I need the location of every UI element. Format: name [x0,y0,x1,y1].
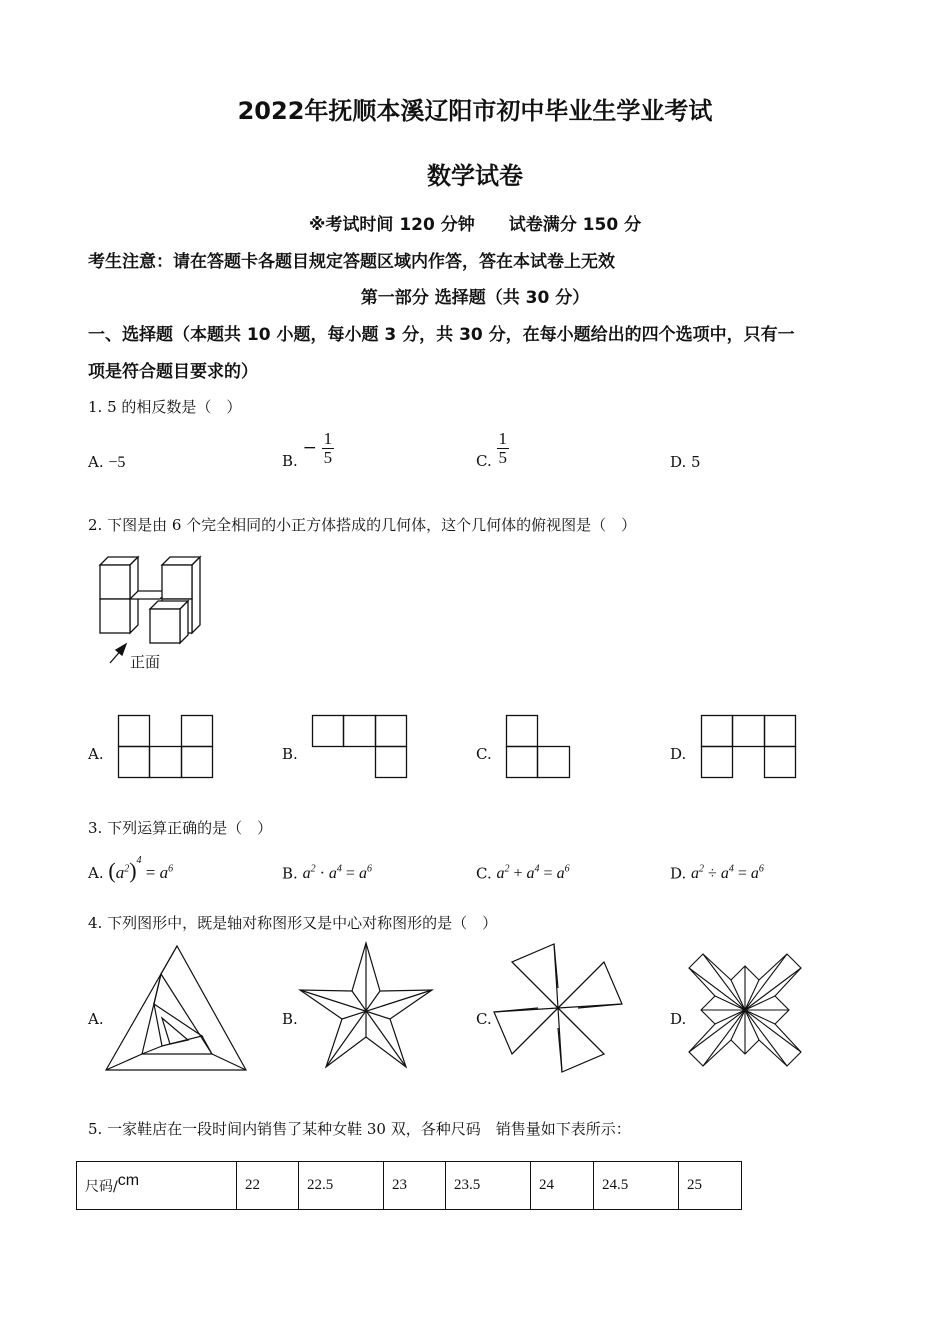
option-value: −5 [108,454,126,471]
exam-info: ※考试时间 120 分钟 试卷满分 150 分 [308,215,642,235]
table-cell: 22 [237,1162,299,1210]
header-label: 尺码/ [85,1178,118,1195]
denominator: 5 [323,447,333,467]
q3-option-a [88,855,173,884]
option-label: A. [88,864,104,882]
option-label: C. [476,864,492,883]
table-cell: 24 [531,1162,594,1210]
option-label: A. [88,453,104,471]
q3-stem: 3. 下列运算正确的是（ ） [88,819,273,837]
shoe-size-table [76,1161,742,1210]
section-instructions-line2: 项是符合题目要求的） [88,362,258,382]
part-heading: 第一部分 选择题（共 30 分） [360,288,590,308]
denominator: 5 [498,447,507,467]
header-unit: cm [117,1171,140,1189]
q4-option-a-label: A. [88,1010,104,1028]
q2-option-d-label: D. [670,745,687,763]
q1-stem: 1. 5 的相反数是（ ） [88,398,242,416]
option-label: B. [282,864,298,883]
table-cell: 23.5 [446,1162,531,1210]
q4-option-b-diagram [298,941,434,1071]
q4-option-c-label: C. [476,1010,492,1028]
option-label: D. [670,453,687,471]
q2-option-a-label: A. [88,745,104,763]
q2-stem: 2. 下图是由 6 个完全相同的小正方体搭成的几何体，这个几何体的俯视图是（ ） [88,516,637,534]
q4-option-c-diagram [490,940,626,1076]
q1-option-b [282,426,334,470]
page-subtitle: 数学试卷 [427,162,523,190]
q2-option-c-label: C. [476,745,492,763]
table-cell: 22.5 [299,1162,384,1210]
q4-option-d-diagram [684,949,806,1071]
math-expression: $a^2 \cdot a^4 = a^6$ [302,864,372,883]
math-expression: $(a^2)^4 = a^6$ [108,855,174,883]
table-row [77,1162,742,1210]
math-expression: $a^2 + a^4 = a^6$ [496,864,570,883]
front-view-label: 正面 [130,653,161,671]
q2-option-d-diagram [701,715,797,779]
math-expression: $a^2 \div a^4 = a^6$ [691,864,764,883]
q3-option-c [476,864,570,883]
q1-option-d [670,453,701,471]
option-label: C. [476,452,492,470]
fraction [322,430,335,467]
table-header-cell [77,1162,237,1210]
q4-option-a-diagram [104,944,250,1074]
q1-option-c [476,426,509,470]
table-cell: 24.5 [594,1162,679,1210]
fraction [497,430,510,467]
table-cell: 23 [384,1162,446,1210]
q3-option-d [670,864,764,883]
table-cell: 25 [679,1162,742,1210]
numerator: 1 [323,428,333,448]
section-instructions-line1: 一、选择题（本题共 10 小题，每小题 3 分，共 30 分，在每小题给出的四个选项中，只有一 [88,325,795,345]
q4-stem: 4. 下列图形中，既是轴对称图形又是中心对称图形的是（ ） [88,914,498,932]
option-label: B. [282,452,298,470]
q5-stem: 5. 一家鞋店在一段时间内销售了某种女鞋 30 双，各种尺码 销售量如下表所示： [88,1120,631,1138]
q4-option-d-label: D. [670,1010,687,1028]
q1-option-a [88,453,125,472]
numerator: 1 [498,428,507,448]
q3-option-b [282,864,372,883]
option-value: 5 [691,453,701,471]
option-label: D. [670,864,687,883]
minus-sign: − [302,438,317,458]
exam-notice: 考生注意：请在答题卡各题目规定答题区域内作答，答在本试卷上无效 [88,252,615,272]
q2-option-b-diagram [312,715,408,779]
q2-option-c-diagram [506,715,572,779]
q4-option-b-label: B. [282,1010,298,1028]
page-title: 2022年抚顺本溪辽阳市初中毕业生学业考试 [237,97,713,125]
q2-option-b-label: B. [282,745,298,763]
q2-option-a-diagram [118,715,214,779]
